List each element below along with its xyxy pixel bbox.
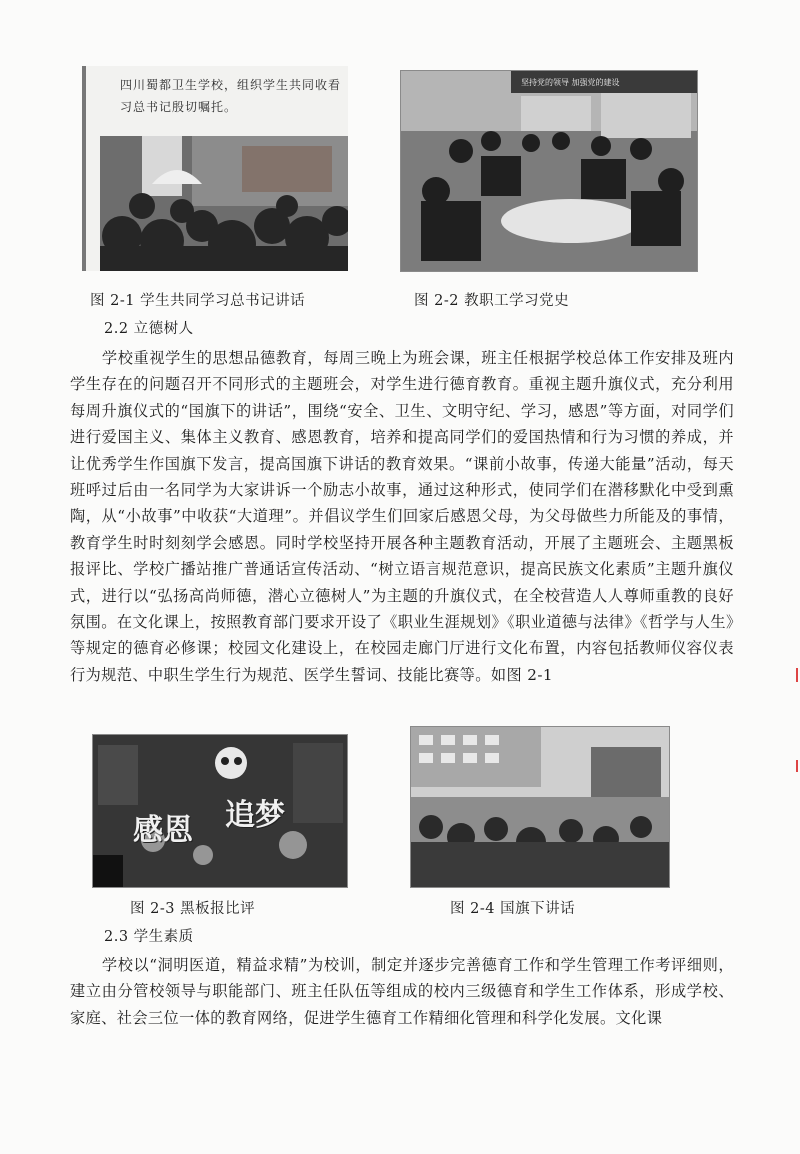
figure-2-1-caption: 图 2-1 学生共同学习总书记讲话 — [90, 293, 306, 309]
figure-2-1-overlay-text: 四川蜀都卫生学校，组织学生共同收看习总书记殷切嘱托。 — [120, 78, 342, 114]
figure-2-2-caption: 图 2-2 教职工学习党史 — [414, 293, 570, 309]
blackboard-graphic — [93, 735, 347, 887]
figure-2-3-photo — [92, 734, 348, 888]
figure-2-2-banner-text: 坚持党的领导 加强党的建设 — [521, 78, 620, 87]
scan-margin-mark — [796, 760, 798, 772]
figure-2-2-photo — [400, 70, 698, 272]
section-2-3-heading: 2.3 学生素质 — [104, 929, 194, 945]
figure-2-4-photo — [410, 726, 670, 888]
meeting-scene-graphic — [401, 71, 697, 271]
section-2-2-body: 学校重视学生的思想品德教育，每周三晚上为班会课，班主任根据学校总体工作安排及班内学生存在的问题召开不同形式的主题班会，对学生进行德育教育。重视主题升旗仪式，充分利用每周升旗仪式的“国旗下的讲话”，围绕“安全、卫生、文明守纪、学习，感恩”等方面，对同学们进行爱国主义、集体主义教育、感恩教育，培养和提高同学们的爱国热情和行为习惯的养成，并让优秀学生作国旗下发言，提高国旗下讲话的教育效果。“课前小故事，传递大能量”活动，每天班呼过后由一名同学为大家讲诉一个励志小故事，通过这种形式，使同学们在潜移默化中受到熏陶，从“小故事”中收获“大道理”。并倡议学生们回家后感恩父母，为父母做些力所能及的事情，教育学生时时刻刻学会感恩。同时学校坚持开展各种主题教育活动，开展了主题班会、主题黑板报评比、学校广播站推广普通话宣传活动、“树立语言规范意识，提高民族文化素质”主题升旗仪式，进行以“弘扬高尚师德，潜心立德树人”为主题的升旗仪式，在全校营造人人尊师重教的良好氛围。在文化课上，按照教育部门要求开设了《职业生涯规划》《职业道德与法律》《哲学与人生》等规定的德育必修课；校园文化建设上，在校园走廊门厅进行文化布置，内容包括教师仪容仪表行为规范、中职生学生行为规范、医学生誓词、技能比赛等。如图 2-1 — [70, 349, 734, 684]
section-2-3-body: 学校以“洞明医道，精益求精”为校训，制定并逐步完善德育工作和学生管理工作考评细则，建立由分管校领导与职能部门、班主任队伍等组成的校内三级德育和学生工作体系，形成学校、家庭、社会三位一体的教育网络，促进学生德育工作精细化管理和科学化发展。文化课 — [70, 956, 734, 1027]
figure-2-1-photo — [82, 66, 348, 271]
scan-margin-mark — [796, 668, 798, 682]
figure-2-3-caption: 图 2-3 黑板报比评 — [130, 901, 256, 917]
blackboard-title-1: 感恩 — [133, 813, 193, 848]
flag-ceremony-graphic — [411, 727, 669, 887]
blackboard-title-2: 追梦 — [225, 798, 285, 833]
classroom-scene-graphic — [82, 66, 348, 271]
section-2-2-heading: 2.2 立德树人 — [104, 321, 194, 337]
figure-2-4-caption: 图 2-4 国旗下讲话 — [450, 901, 576, 917]
